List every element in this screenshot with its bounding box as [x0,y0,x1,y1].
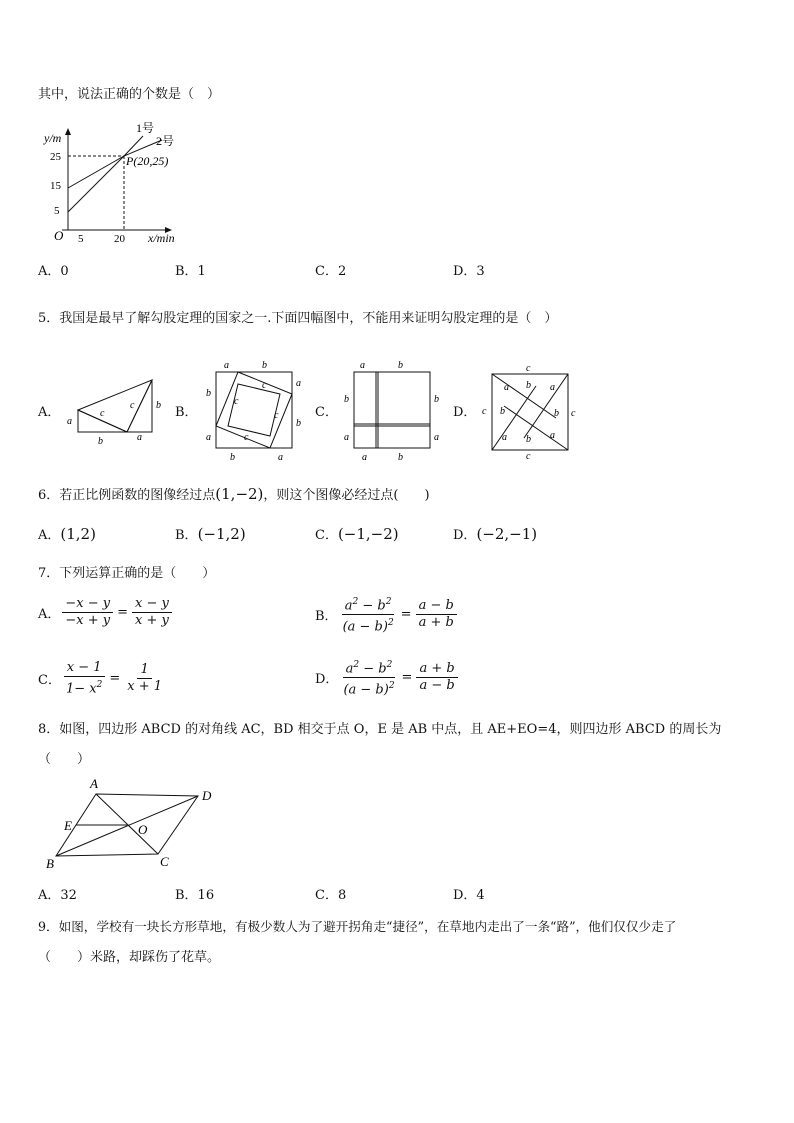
q6-option-d[interactable] [453,524,537,543]
q7-option-d-label: D． [315,672,339,688]
q9-text: 9．如图，学校有一块长方形草地，有极少数人为了避开拐角走“捷径”，在草地内走出了一条“路”，他们仅仅少走了 [38,919,677,934]
q5-option-c-label[interactable]: C． [315,405,338,420]
q6-option-d-value: (−2,−1) [476,525,538,543]
q7-d-right-fraction: $\frac{a + b}{a - b}$ [416,661,457,694]
graph-point-label: P(20,25) [126,154,169,168]
q6-option-a-value: (1,2) [60,525,96,543]
svg-text:a: a [137,432,142,443]
svg-text:b: b [398,360,403,371]
q6-option-c[interactable] [315,524,399,543]
q7-option-a[interactable]: A． $\frac{-x - y}{-x + y}$ = $\frac{x - y}{x + y}$ [38,596,174,629]
q9-text2: （ ）米路，却踩伤了花草。 [38,950,221,965]
q5-figure-a [62,372,172,448]
graph-origin: O [54,228,64,243]
q4-option-b[interactable]: B．1 [175,264,206,279]
svg-text:b: b [398,452,403,462]
distance-time-graph [40,118,200,248]
q7-option-a-label: A． [38,607,61,622]
svg-text:b: b [98,436,103,447]
svg-text:b: b [156,400,161,411]
svg-text:b: b [262,360,267,371]
q8-parallelogram-figure [40,774,230,874]
graph-ytick-25: 25 [50,151,61,163]
svg-text:c: c [482,406,487,417]
q8-text: 8．如图，四边形 ABCD 的对角线 AC，BD 相交于点 O，E 是 AB 中点，且 AE+EO=4，则四边形 ABCD 的周长为 [38,722,722,737]
q8-option-c[interactable]: C．8 [315,888,347,903]
q5-figure-d [480,362,580,462]
graph-ylabel: y/m [44,131,62,145]
svg-text:a: a [360,360,365,371]
graph-xtick-20: 20 [114,233,125,245]
q7-b-left-fraction: $\frac{a^2 - b^2}{(a - b)^2}$ [340,594,397,636]
q5-figure-b [204,358,304,462]
q8-text2: （ ） [38,752,91,767]
q7-a-right-fraction: $\frac{x - y}{x + y}$ [132,596,172,629]
q8-point-e: E [64,818,72,833]
q7-c-left-fraction: $\frac{x - 1}{1- x^2}$ [63,660,105,697]
svg-text:c: c [274,410,279,421]
svg-text:a: a [224,360,229,371]
q6-option-b-label: B． [175,528,198,543]
graph-xlabel: x/min [148,231,175,245]
svg-text:b: b [526,380,531,391]
q4-option-c[interactable]: C．2 [315,264,347,279]
svg-text:c: c [571,408,576,419]
q7-b-right-fraction: $\frac{a - b}{a + b}$ [416,598,457,631]
q7-option-c-label: C． [38,673,61,689]
q4-option-a[interactable]: A．0 [38,264,69,279]
q8-point-d: D [202,788,212,803]
svg-text:c: c [244,432,249,443]
q4-option-d[interactable]: D．3 [453,264,485,279]
graph-line2-label: 2号 [156,134,175,148]
svg-text:b: b [206,388,211,399]
q6-text2: ，则这个图像必经过点( ) [263,488,430,503]
q8-point-c: C [160,854,169,869]
svg-text:b: b [434,394,439,405]
svg-text:c: c [526,363,531,374]
svg-text:a: a [278,452,283,462]
q6-option-b-value: (−1,2) [197,525,246,543]
q7-option-b-label: B． [315,609,338,625]
q5-text: 5．我国是最早了解勾股定理的国家之一.下面四幅图中，不能用来证明勾股定理的是（ ） [38,311,558,326]
q8-option-b[interactable]: B．16 [175,888,215,903]
svg-text:b: b [344,394,349,405]
q8-option-d[interactable]: D．4 [453,888,485,903]
svg-text:a: a [362,452,367,462]
q7-a-left-fraction: $\frac{-x - y}{-x + y}$ [62,596,113,629]
svg-text:a: a [550,382,555,393]
graph-xtick-5: 5 [78,233,84,245]
q7-d-left-fraction: $\frac{a^2 - b^2}{(a - b)^2}$ [340,657,397,699]
q6-option-c-value: (−1,−2) [337,525,399,543]
q6-point: (1,−2) [215,485,264,503]
graph-line1-label: 1号 [136,121,155,135]
q5-option-b-label[interactable]: B． [175,405,198,420]
q7-text: 7．下列运算正确的是（ ） [38,566,216,581]
q5-option-d-label[interactable]: D． [453,405,477,420]
svg-text:b: b [296,418,301,429]
svg-text:c: c [526,451,531,462]
svg-text:c: c [100,408,105,419]
q8-option-a[interactable]: A．32 [38,888,77,903]
q6-option-a[interactable] [38,524,96,543]
svg-text:a: a [206,432,211,443]
q7-c-right-fraction: $\frac{1}{x + 1}$ [127,662,162,695]
svg-text:a: a [502,432,507,443]
svg-text:a: a [67,416,72,427]
q8-point-o: O [138,822,148,837]
svg-text:a: a [296,378,301,389]
svg-text:c: c [234,396,239,407]
q6-option-c-label: C． [315,528,338,543]
question-intro: 其中，说法正确的个数是（ ） [38,87,221,102]
graph-ytick-5: 5 [54,205,60,217]
svg-text:b: b [526,434,531,445]
q8-point-a: A [90,776,98,791]
q6-option-d-label: D． [453,528,477,543]
svg-text:a: a [434,432,439,443]
graph-ytick-15: 15 [50,180,61,192]
svg-text:a: a [504,382,509,393]
q7-option-c[interactable]: C． $\frac{x - 1}{1- x^2}$ = $\frac{1}{x + 1}$ [38,660,167,697]
q7-option-b[interactable]: B． $\frac{a^2 - b^2}{(a - b)^2}$ = $\frac{a - b}{a + b}$ [315,594,459,636]
q6-option-b[interactable] [175,524,246,543]
q8-point-b: B [46,856,54,871]
svg-text:c: c [130,400,135,411]
q5-option-a-label[interactable]: A． [38,405,61,420]
svg-text:b: b [230,452,235,462]
svg-text:a: a [550,430,555,441]
svg-text:b: b [554,408,559,419]
svg-text:c: c [262,380,267,391]
q6-text-line [38,484,430,503]
q6-text: 6．若正比例函数的图像经过点 [38,488,216,503]
svg-text:b: b [500,406,505,417]
q6-option-a-label: A． [38,528,61,543]
svg-text:a: a [344,432,349,443]
q7-option-d[interactable]: D． $\frac{a^2 - b^2}{(a - b)^2}$ = $\frac{a + b}{a - b}$ [315,657,460,699]
q5-figure-c [340,358,445,462]
